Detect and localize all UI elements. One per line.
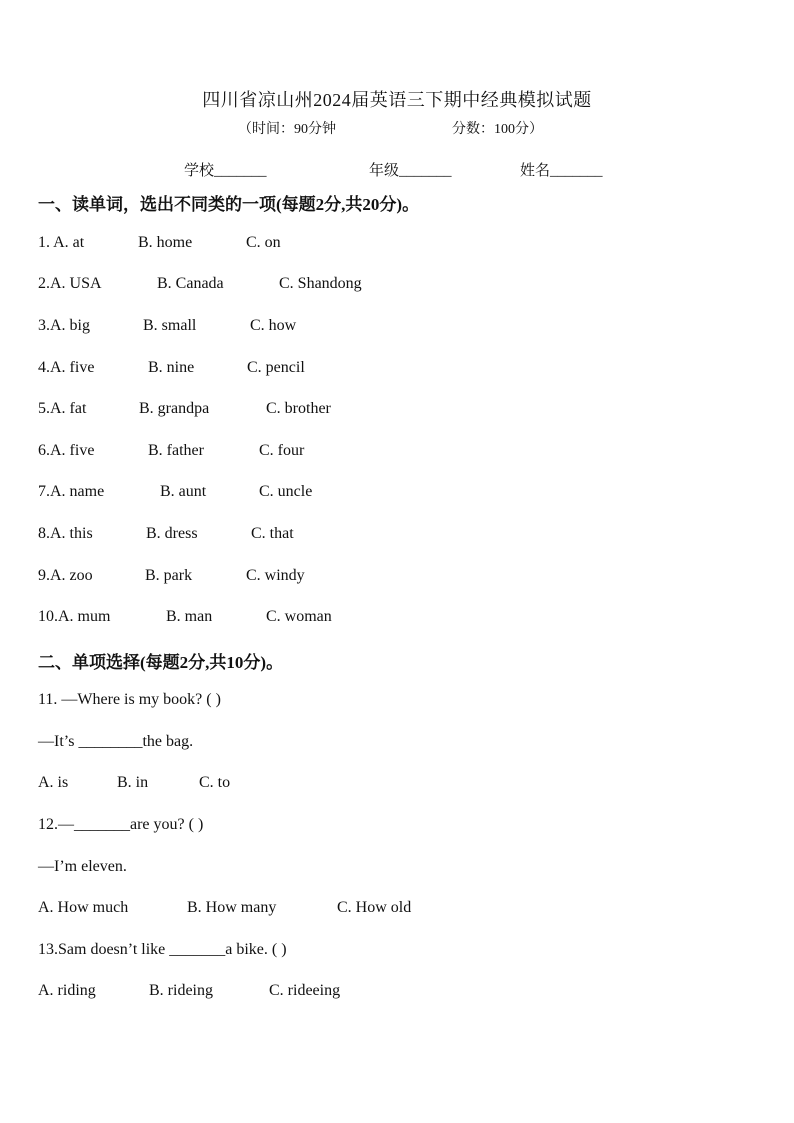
exam-title: 四川省凉山州2024届英语三下期中经典模拟试题 xyxy=(202,90,592,110)
option-b: B. in xyxy=(117,774,149,791)
option-a: A. is xyxy=(38,774,69,791)
option-b: B. aunt xyxy=(160,483,207,500)
option-c: C. pencil xyxy=(247,359,305,376)
option-a: 8.A. this xyxy=(38,525,93,542)
question-13: 13.Sam doesn’t like _______a bike. ( ) xyxy=(38,941,287,958)
section1-heading: 一、读单词，选出不同类的一项(每题2分,共20分)。 xyxy=(38,195,420,214)
option-b: B. small xyxy=(143,317,197,334)
option-a: A. riding xyxy=(38,982,96,999)
option-b: B. park xyxy=(145,567,193,584)
option-b: B. nine xyxy=(148,359,195,376)
option-a: 2.A. USA xyxy=(38,275,102,292)
option-b: B. home xyxy=(138,234,193,251)
option-a: 6.A. five xyxy=(38,442,95,459)
option-a: A. How much xyxy=(38,899,129,916)
option-a: 5.A. fat xyxy=(38,400,87,417)
option-c: C. Shandong xyxy=(279,275,362,292)
option-c: C. on xyxy=(246,234,281,251)
option-b: B. father xyxy=(148,442,204,459)
option-b: B. Canada xyxy=(157,275,224,292)
option-c: C. How old xyxy=(337,899,412,916)
answer-line: —It’s ________the bag. xyxy=(38,733,194,750)
option-c: C. woman xyxy=(266,608,332,625)
option-a: 7.A. name xyxy=(38,483,105,500)
option-a: 3.A. big xyxy=(38,317,90,334)
option-b: B. How many xyxy=(187,899,277,916)
question-12: 12.—_______are you? ( ) xyxy=(38,816,204,833)
name-field: 姓名_______ xyxy=(520,163,603,179)
option-c: C. that xyxy=(251,525,294,542)
school-field: 学校_______ xyxy=(184,163,267,179)
option-c: C. windy xyxy=(246,567,305,584)
option-c: C. rideeing xyxy=(269,982,341,999)
answer-line: —I’m eleven. xyxy=(38,858,127,875)
option-a: 4.A. five xyxy=(38,359,95,376)
option-c: C. uncle xyxy=(259,483,313,500)
option-c: C. four xyxy=(259,442,305,459)
option-b: B. grandpa xyxy=(139,400,210,417)
exam-time: （时间：90分钟 xyxy=(238,122,336,137)
option-a: 10.A. mum xyxy=(38,608,111,625)
option-b: B. dress xyxy=(146,525,198,542)
option-a: 9.A. zoo xyxy=(38,567,93,584)
option-b: B. rideing xyxy=(149,982,213,999)
grade-field: 年级_______ xyxy=(369,163,452,179)
option-a: 1. A. at xyxy=(38,234,85,251)
option-c: C. how xyxy=(250,317,297,334)
question-11: 11. —Where is my book? ( ) xyxy=(38,691,221,708)
option-c: C. to xyxy=(199,774,231,791)
exam-score: 分数：100分） xyxy=(452,122,543,137)
option-b: B. man xyxy=(166,608,213,625)
option-c: C. brother xyxy=(266,400,331,417)
section2-heading: 二、单项选择(每题2分,共10分)。 xyxy=(38,653,284,672)
